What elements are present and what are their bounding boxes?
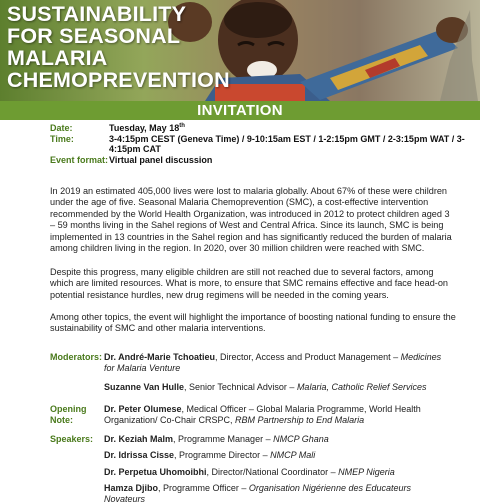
title-line: CHEMOPREVENTION [7, 68, 230, 92]
person-org: NMEP Nigeria [338, 467, 395, 477]
format-label: Event format: [50, 154, 109, 165]
person-role: , Programme Manager – [173, 434, 274, 444]
intro-paragraph: In 2019 an estimated 405,000 lives were lost to malaria globally. About 67% of these were children under the age of five. Seasonal Malaria Chemoprevention (SMC), a cost-effective intervention recommended by the World Health Organization, was introduced in 2012 to protect children aged 3 – 59 months living in the Sahel regions of West and Central Africa. Since its launch, SMC is being implemented in 13 countries in the Sahel region and has significantly reduced the burden of malaria among children living in the region. In 2020, over 30 million children were reached with SMC. [50, 186, 452, 254]
person-org: NMCP Mali [270, 450, 316, 460]
event-title [7, 3, 247, 91]
time-label: Time: [50, 133, 74, 144]
time-value: 3-4:15pm CEST (Geneva Time) / 9-10:15am EST / 1-2:15pm GMT / 2-3:15pm WAT / 3-4:15pm CAT [109, 133, 465, 154]
opening-note-label: Opening Note: [50, 404, 87, 425]
speaker-entry [104, 483, 454, 504]
person-org: NMCP Ghana [273, 434, 329, 444]
moderator-entry [104, 382, 454, 393]
person-role: , Medical Officer – Global Malaria Programme, World Health Organization/ Co-Chair CRSPC, [104, 404, 421, 425]
person-name: Dr. Perpetua Uhomoibhi [104, 467, 207, 477]
person-name: Dr. Peter Olumese [104, 404, 182, 414]
event-details [0, 123, 480, 165]
person-name: Dr. André-Marie Tchoatieu [104, 352, 216, 362]
person-role: , Programme Director – [174, 450, 271, 460]
speakers-label: Speakers: [50, 434, 94, 444]
hero-banner [0, 0, 480, 101]
topics-paragraph: Among other topics, the event will highlight the importance of boosting national funding to ensure the sustainability of SMC and other malaria interventions. [50, 312, 456, 334]
speaker-entry [104, 434, 454, 445]
speaker-entry [104, 467, 454, 478]
speaker-entry [104, 450, 454, 461]
title-line: SUSTAINABILITY [7, 2, 187, 26]
format-value: Virtual panel discussion [109, 154, 213, 165]
person-role: , Programme Officer – [158, 483, 249, 493]
format-row [0, 155, 480, 166]
person-org: Malaria, Catholic Relief Services [296, 382, 427, 392]
person-org: RBM Partnership to End Malaria [235, 414, 365, 425]
moderators-label: Moderators: [50, 352, 103, 362]
opening-entry [104, 404, 454, 425]
time-row [0, 134, 480, 155]
person-name: Dr. Idrissa Cisse [104, 450, 175, 460]
title-line: MALARIA [7, 46, 108, 70]
moderator-entry [104, 352, 454, 373]
person-org: Organisation Nigérienne des Educateurs Novateurs [104, 483, 411, 504]
person-role: , Senior Technical Advisor – [184, 382, 297, 392]
person-role: , Director, Access and Product Management – [215, 352, 401, 362]
person-name: Hamza Djibo [104, 483, 159, 493]
invitation-bar: INVITATION [0, 101, 480, 120]
person-role: , Director/National Coordinator – [206, 467, 339, 477]
title-line: FOR SEASONAL [7, 24, 181, 48]
date-suffix: th [179, 123, 185, 129]
person-name: Dr. Keziah Malm [104, 434, 174, 444]
person-name: Suzanne Van Hulle [104, 382, 185, 392]
date-value: Tuesday, May 18th [109, 123, 185, 133]
progress-paragraph: Despite this progress, many eligible children are still not reached due to several factors, among which are limited resources. What is more, to ensure that SMC remains effective and face head-on potential resistance hurdles, new drug regimens will be needed in the coming years. [50, 267, 448, 300]
person-org: Medicines for Malaria Venture [104, 352, 442, 373]
date-row [0, 123, 480, 134]
date-label: Date: [50, 123, 73, 133]
